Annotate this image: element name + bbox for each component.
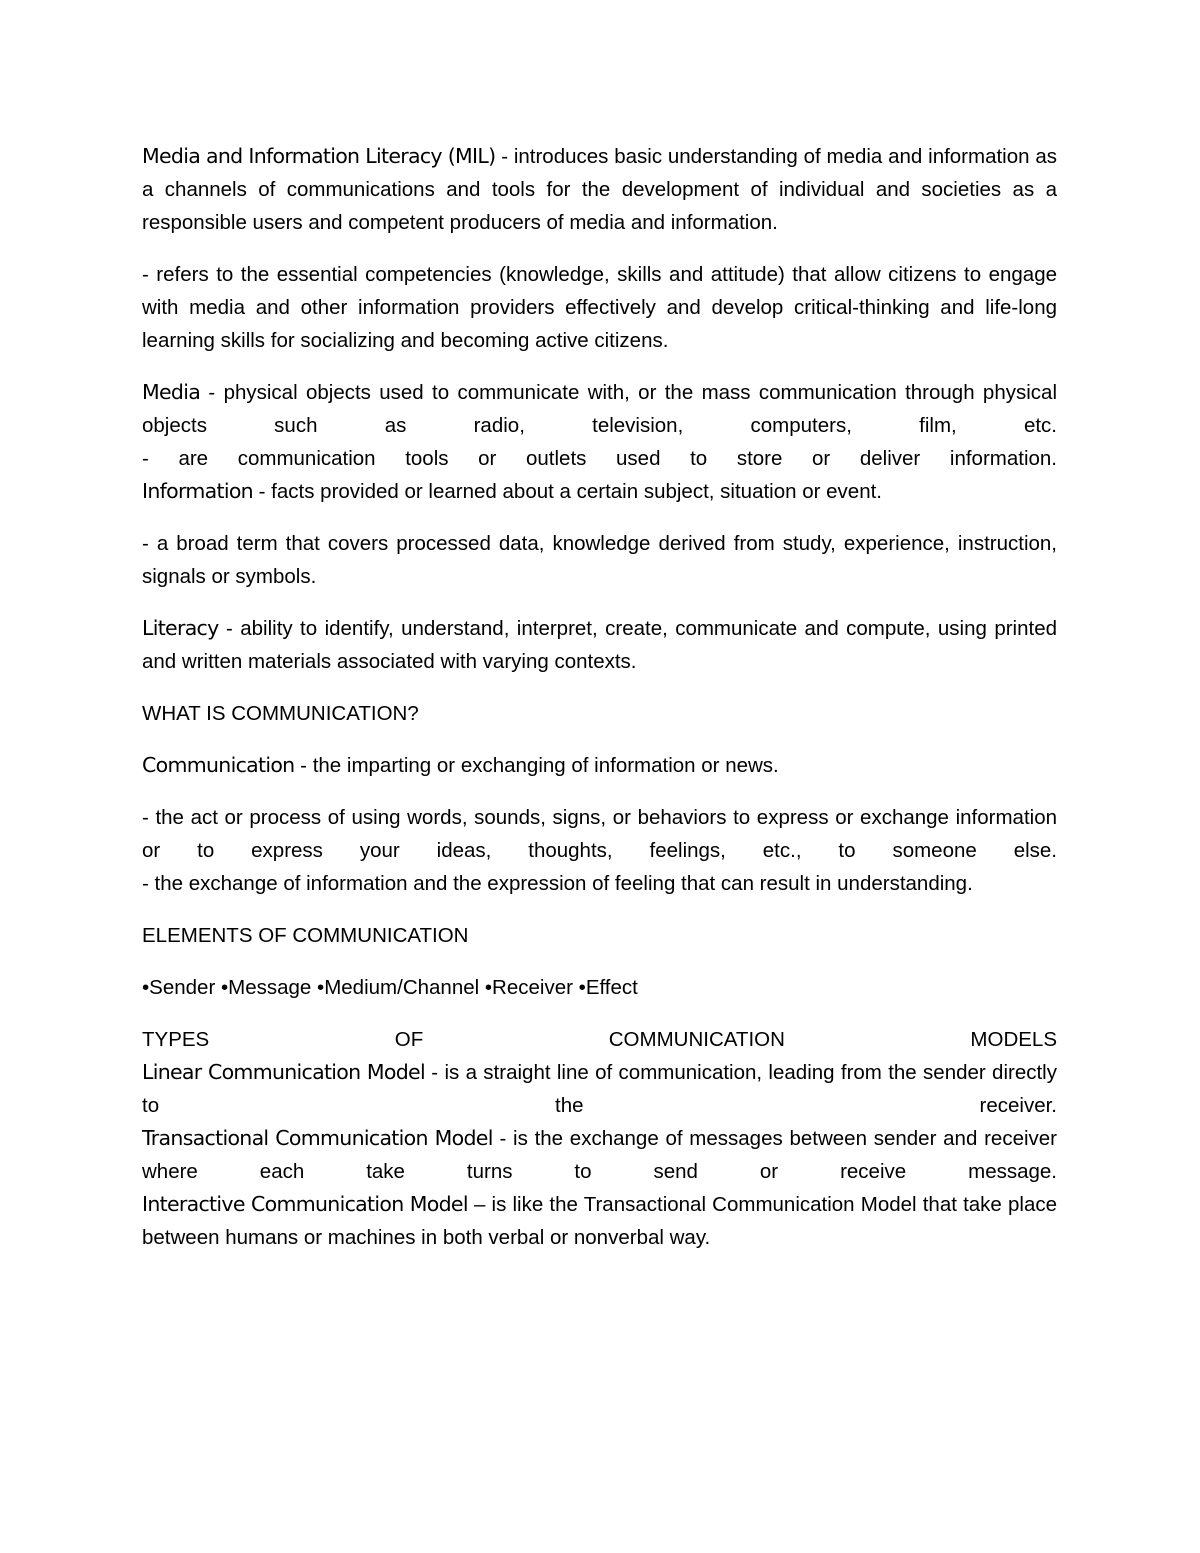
models-block: [142, 1023, 1057, 1254]
media-definition-1: - physical objects used to communicate with, or the mass communication through physical objects such as radio, television, computers, film, etc.: [142, 381, 1057, 437]
mil-definition-2: - refers to the essential competencies (knowledge, skills and attitude) that allow citizens to engage with media and other information providers effectively and develop critical-thinking and life-long learning skills for socializing and becoming active citizens.: [142, 263, 1057, 352]
media-paragraph: [142, 376, 1057, 508]
interactive-model: [142, 1188, 1057, 1254]
information-definition-1: - facts provided or learned about a certain subject, situation or event.: [252, 480, 882, 503]
linear-definition: - is a straight line of communication, leading from the sender directly to the receiver.: [142, 1061, 1057, 1117]
literacy-definition: - ability to identify, understand, interpret, create, communicate and compute, using printed and written materials associated with varying contexts.: [142, 617, 1057, 673]
interactive-definition: – is like the Transactional Communication Model that take place between humans or machines in both verbal or nonverbal way.: [142, 1193, 1058, 1249]
information-line: [142, 475, 1057, 508]
transactional-model: [142, 1122, 1057, 1188]
communication-definition-2: - the act or process of using words, sounds, signs, or behaviors to express or exchange information or to express your ideas, thoughts, feelings, etc., to someone else.: [142, 806, 1057, 862]
elements-list: •Sender •Message •Medium/Channel •Receiver •Effect: [142, 976, 638, 999]
communication-definition-1: - the imparting or exchanging of information or news.: [294, 754, 779, 777]
linear-model: [142, 1056, 1057, 1122]
communication-paragraph: [142, 749, 1057, 782]
information-definition-2: - a broad term that covers processed data, knowledge derived from study, experience, instruction, signals or symbols.: [142, 532, 1057, 588]
communication-term: Communication: [142, 753, 295, 777]
transactional-term: Transactional Communication Model: [142, 1126, 493, 1150]
media-line-1: [142, 376, 1057, 442]
media-term: Media: [142, 380, 201, 404]
document-body: [142, 140, 1057, 1254]
media-definition-2: - are communication tools or outlets used to store or deliver information.: [142, 447, 1057, 470]
interactive-term: Interactive Communication Model: [142, 1192, 468, 1216]
literacy-term: Literacy: [142, 616, 219, 640]
communication-definition-3: - the exchange of information and the expression of feeling that can result in understanding.: [142, 872, 973, 895]
mil-paragraph: [142, 140, 1057, 239]
literacy-paragraph: [142, 612, 1057, 678]
mil-definition-1: - introduces basic understanding of media and information as a channels of communications and tools for the development of individual and societies as a responsible users and competent producers of media and information.: [142, 145, 1057, 234]
mil-term: Media and Information Literacy (MIL): [142, 144, 496, 168]
information-term: Information: [142, 479, 253, 503]
elements-heading: ELEMENTS OF COMMUNICATION: [142, 924, 469, 947]
types-heading: TYPES OF COMMUNICATION MODELS: [142, 1028, 1057, 1051]
communication-definitions: [142, 801, 1057, 900]
transactional-definition: - is the exchange of messages between sender and receiver where each take turns to send or receive message.: [142, 1127, 1058, 1183]
what-is-communication-heading: WHAT IS COMMUNICATION?: [142, 702, 419, 725]
linear-term: Linear Communication Model: [142, 1060, 425, 1084]
